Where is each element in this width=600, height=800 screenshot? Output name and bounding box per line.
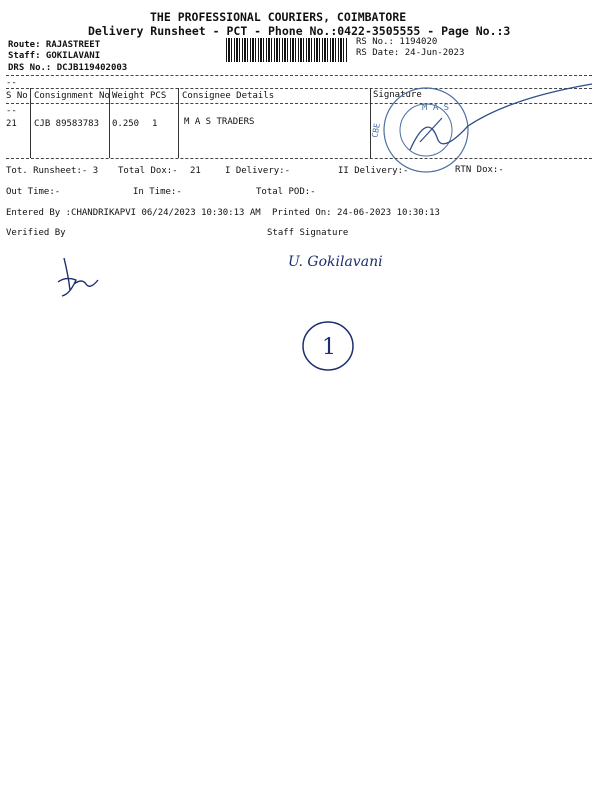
row-consignee: M A S TRADERS <box>184 117 255 127</box>
divider-top <box>6 75 592 76</box>
column-divider <box>370 88 371 158</box>
row-sno: 21 <box>6 119 17 129</box>
circled-number-mark <box>300 318 360 376</box>
out-time: Out Time:- <box>6 187 61 197</box>
stamp-left-text: CBE <box>370 122 382 139</box>
drs-number: DRS No.: DCJB119402003 <box>8 63 128 73</box>
header-consignee: Consignee Details <box>182 91 275 101</box>
header-weight: Weight <box>112 91 145 101</box>
total-dox-label: Total Dox:- <box>118 166 178 176</box>
route-label: Route: RAJASTREET <box>8 40 101 50</box>
column-divider <box>178 88 179 158</box>
rtn-dox: RTN Dox:- <box>455 165 504 175</box>
rs-number: RS No.: 1194020 <box>356 37 438 47</box>
total-pod: Total POD:- <box>256 187 316 197</box>
header-consignment: Consignment No <box>34 91 110 101</box>
entered-by: Entered By :CHANDRIKAPVI 06/24/2023 10:30:13 AM <box>6 208 261 218</box>
row-marker: -- <box>6 106 17 116</box>
runsheet-title: Delivery Runsheet - PCT - Phone No.:0422-3505555 - Page No.:3 <box>88 24 511 38</box>
column-divider <box>30 88 31 158</box>
in-time: In Time:- <box>133 187 182 197</box>
handwritten-staff-name: U. Gokilavani <box>288 254 383 270</box>
circled-number: 1 <box>322 335 336 360</box>
staff-signature-label: Staff Signature <box>267 228 349 238</box>
table-top-marker: -- <box>6 78 17 88</box>
rs-date: RS Date: 24-Jun-2023 <box>356 48 465 58</box>
header-signature: Signature <box>373 90 422 100</box>
header-sno: S No <box>6 91 28 101</box>
staff-label: Staff: GOKILAVANI <box>8 51 101 61</box>
first-delivery: I Delivery:- <box>225 166 291 176</box>
printed-on: Printed On: 24-06-2023 10:30:13 <box>272 208 440 218</box>
verifier-signature <box>50 250 110 310</box>
divider-table-bottom <box>6 158 592 159</box>
stamp-top-text: M A S <box>422 103 450 113</box>
column-divider <box>109 88 110 158</box>
row-weight: 0.250 <box>112 119 140 129</box>
company-name: THE PROFESSIONAL COURIERS, COIMBATORE <box>150 10 407 24</box>
header-pcs: PCS <box>150 91 167 101</box>
verified-by-label: Verified By <box>6 228 66 238</box>
row-pcs: 1 <box>152 119 158 129</box>
second-delivery: II Delivery:- <box>338 166 409 176</box>
row-consignment: CJB 89583783 <box>34 119 100 129</box>
barcode-image <box>226 38 348 62</box>
total-runsheet: Tot. Runsheet:- 3 <box>6 166 99 176</box>
total-dox-value: 21 <box>190 166 201 176</box>
